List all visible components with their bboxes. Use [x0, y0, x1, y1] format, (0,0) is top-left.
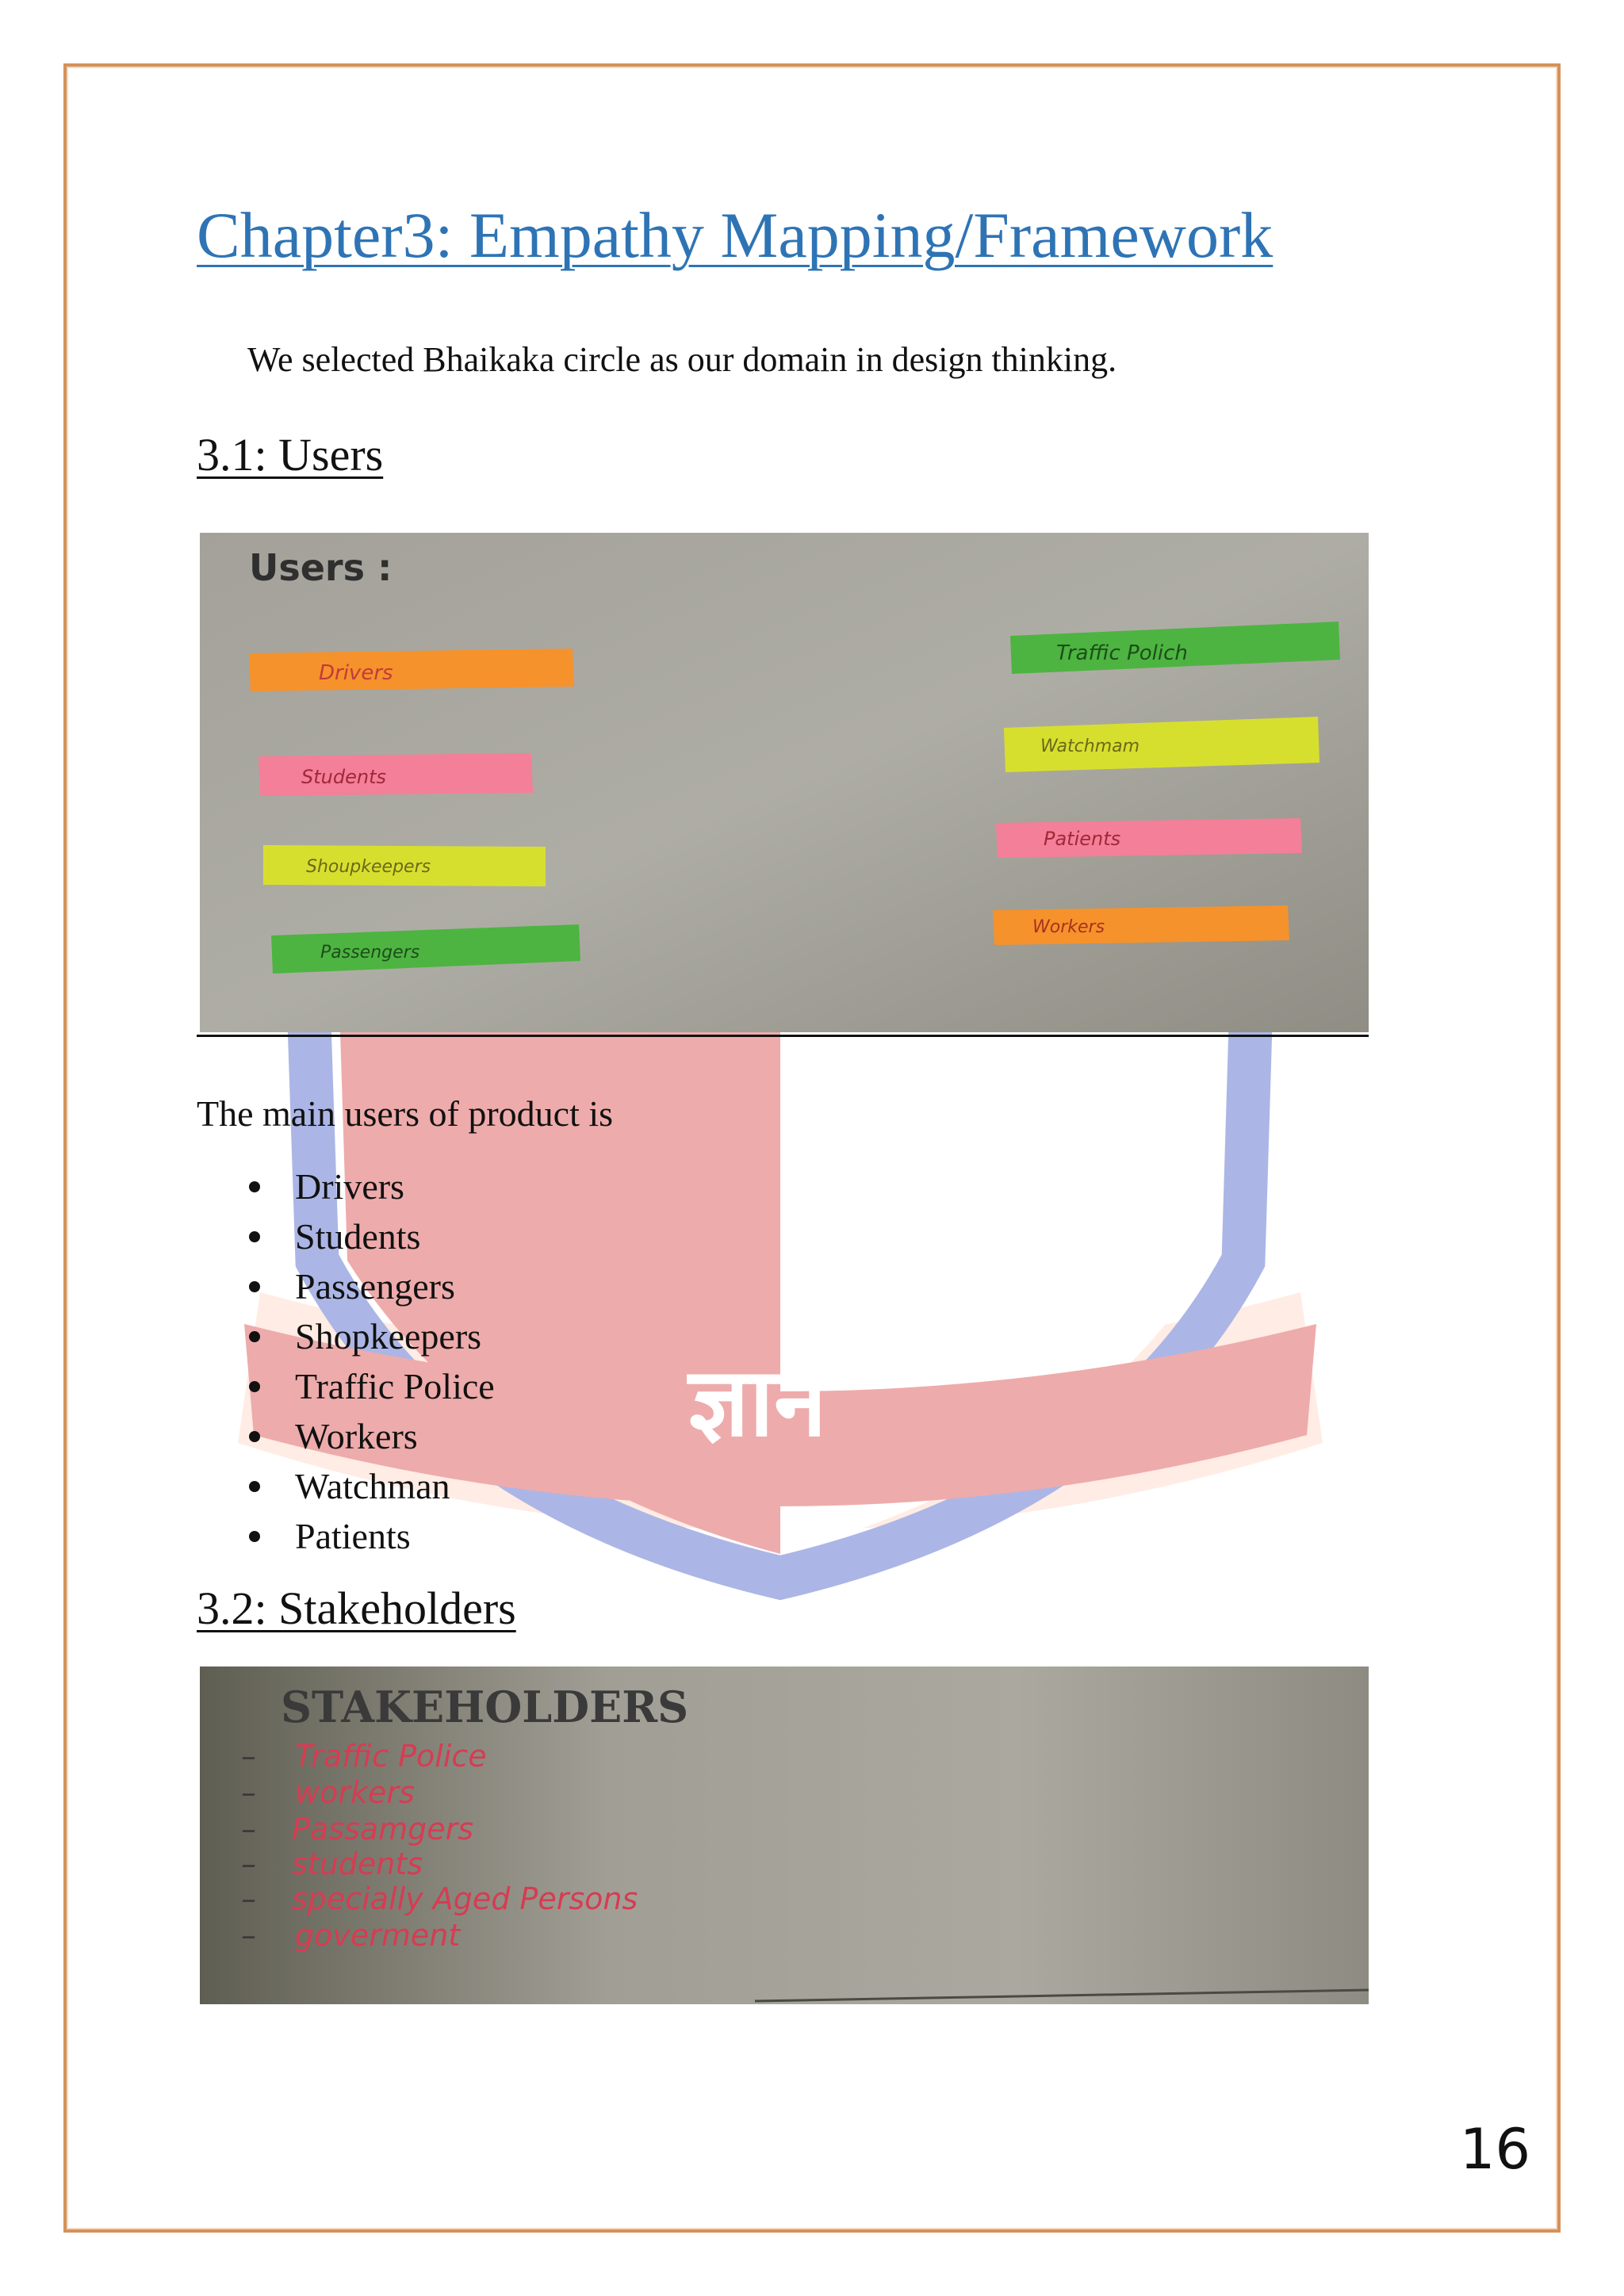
users-photo-title: Users :	[249, 546, 393, 589]
users-lead-text: The main users of product is	[197, 1093, 614, 1134]
list-item: Shopkeepers	[197, 1311, 495, 1361]
stakeholder-item: goverment	[295, 1918, 461, 1953]
svg-text:Drivers: Drivers	[319, 661, 393, 685]
section-heading-stakeholders: 3.2: Stakeholders	[197, 1582, 516, 1634]
sticky-note-workers	[993, 905, 1289, 945]
intro-paragraph: We selected Bhaikaka circle as our domain in design thinking.	[247, 340, 1117, 379]
svg-text:Shoupkeepers: Shoupkeepers	[306, 857, 431, 877]
sticky-note-students	[259, 753, 533, 796]
stakeholder-item: Traffic Police	[295, 1739, 487, 1774]
svg-text:Passengers: Passengers	[320, 943, 420, 962]
section-heading-users: 3.1: Users	[197, 429, 384, 480]
svg-text:–: –	[241, 1881, 256, 1916]
users-bullet-list	[197, 1161, 495, 1561]
bullet-icon	[249, 1381, 260, 1392]
svg-text:–: –	[241, 1775, 256, 1810]
bullet-icon	[249, 1531, 260, 1542]
svg-text:–: –	[241, 1918, 256, 1953]
stakeholder-item: specially Aged Persons	[292, 1881, 638, 1916]
stakeholder-item: students	[292, 1846, 423, 1881]
list-item: Watchman	[197, 1461, 495, 1511]
stakeholder-item: Passamgers	[292, 1812, 474, 1846]
list-item: Traffic Police	[197, 1361, 495, 1411]
chapter-title: Chapter3: Empathy Mapping/Framework	[197, 199, 1274, 271]
svg-text:ज्ञान: ज्ञान	[688, 1348, 827, 1458]
sticky-note-drivers	[249, 649, 574, 691]
sticky-note-shopkeepers	[263, 845, 546, 886]
list-item: Drivers	[197, 1161, 495, 1211]
bullet-icon	[249, 1481, 260, 1492]
list-item: Students	[197, 1211, 495, 1261]
bullet-icon	[249, 1181, 260, 1192]
svg-text:–: –	[241, 1739, 256, 1774]
stakeholder-item: workers	[295, 1775, 415, 1810]
svg-text:–: –	[241, 1812, 256, 1846]
svg-text:–: –	[241, 1846, 256, 1881]
bullet-icon	[249, 1231, 260, 1242]
bullet-icon	[249, 1331, 260, 1342]
svg-text:Watchmam: Watchmam	[1040, 737, 1140, 756]
svg-text:Patients: Patients	[1044, 828, 1121, 850]
list-item: Patients	[197, 1511, 495, 1561]
bullet-icon	[249, 1431, 260, 1442]
list-item: Workers	[197, 1411, 495, 1461]
svg-text:Traffic Polich: Traffic Polich	[1056, 641, 1188, 665]
list-item: Passengers	[197, 1261, 495, 1311]
users-sticky-notes-photo	[200, 533, 1369, 1032]
svg-text:Students: Students	[301, 766, 386, 788]
svg-text:Workers: Workers	[1032, 917, 1105, 937]
horizontal-rule	[197, 1035, 1369, 1037]
stakeholders-photo-title: STAKEHOLDERS	[281, 1682, 689, 1732]
bullet-icon	[249, 1281, 260, 1292]
sticky-note-patients	[996, 818, 1302, 858]
page-number: 16	[1459, 2117, 1530, 2182]
stakeholders-photo	[200, 1667, 1369, 2004]
